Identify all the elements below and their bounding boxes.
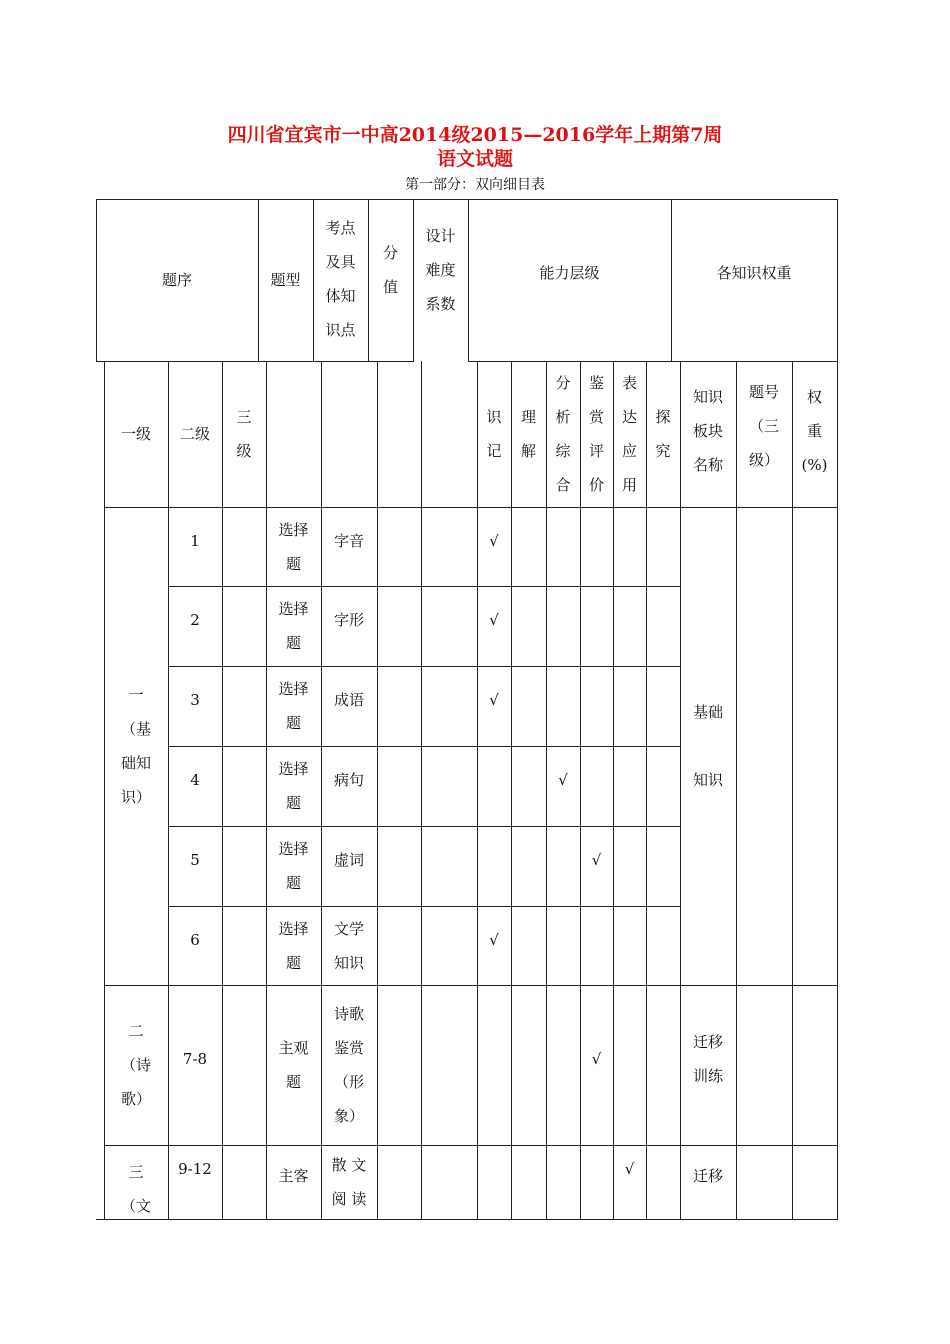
header-knowledge-weight: 各知识权重 [716, 264, 792, 282]
subheader-explore: 探 究 [655, 408, 671, 460]
section-heading: 第一部分：双向细目表 [405, 177, 545, 193]
header-question-type: 题型 [270, 271, 301, 289]
check-mark: √ [591, 1050, 602, 1068]
row-rule [168, 586, 681, 587]
knowledge-point: 散 文 阅 读 [331, 1156, 367, 1208]
check-mark: √ [489, 930, 499, 949]
question-number: 1 [190, 531, 200, 550]
question-type: 选择 题 [278, 840, 309, 892]
table-rule [377, 361, 378, 1220]
question-number: 9-12 [178, 1160, 212, 1178]
question-type: 选择 题 [278, 600, 309, 652]
subheader-express: 表 达 应 用 [621, 374, 637, 494]
table-rule [421, 361, 422, 1220]
knowledge-point: 病句 [333, 771, 364, 789]
check-mark: √ [489, 531, 499, 550]
document-title: 四川省宜宾市一中高2014级2015—2016学年上期第7周 [227, 124, 723, 146]
question-type: 主客 [278, 1167, 309, 1185]
header-question-order: 题序 [161, 271, 192, 289]
row-rule [168, 746, 681, 747]
question-number: 7-8 [182, 1050, 208, 1068]
header-score: 分 值 [382, 244, 398, 296]
question-number: 2 [190, 611, 200, 629]
question-type: 选择 题 [278, 919, 309, 972]
subheader-level3: 三 级 [236, 408, 252, 460]
question-type: 选择 题 [278, 680, 309, 732]
question-number: 5 [190, 851, 200, 869]
knowledge-point: 文学 知识 [333, 919, 364, 972]
section-basic-knowledge: 一 （基 础知 识） [120, 686, 151, 806]
subheader-analyze: 分 析 综 合 [555, 374, 571, 494]
knowledge-point: 成语 [333, 691, 364, 709]
row-rule [168, 666, 681, 667]
subheader-block-name: 知识 板块 名称 [692, 388, 723, 474]
subheader-question-number: 题号 （三 级） [748, 383, 779, 469]
subheader-level1: 一级 [120, 425, 151, 443]
header-knowledge-point: 考点 及具 体知 识点 [325, 219, 356, 339]
subheader-recall: 识 记 [486, 408, 502, 460]
check-mark: √ [489, 691, 499, 709]
block-transfer-training: 迁移 训练 [692, 1033, 723, 1085]
question-number: 4 [190, 771, 200, 789]
knowledge-point: 字形 [333, 611, 364, 629]
section-rule [104, 1219, 838, 1220]
question-type: 主观 题 [278, 1039, 309, 1091]
knowledge-point: 诗歌 鉴赏 （形 象） [333, 1005, 364, 1125]
question-number: 6 [190, 930, 200, 949]
header-ability-level: 能力层级 [539, 264, 600, 282]
document-subject: 语文试题 [436, 148, 513, 170]
table-rule [96, 1219, 105, 1220]
row-rule [168, 906, 681, 907]
check-mark: √ [558, 771, 568, 789]
subheader-weight-percent: 权 重 (%) [801, 388, 828, 474]
header-difficulty: 设计 难度 系数 [425, 227, 456, 313]
subheader-understand: 理 解 [520, 408, 536, 460]
check-mark: √ [624, 1160, 635, 1178]
section-poetry: 二 （诗 歌） [120, 1022, 151, 1108]
section-prose: 三 （文 [120, 1163, 151, 1215]
subheader-appreciate: 鉴 赏 评 价 [588, 374, 604, 494]
knowledge-point: 虚词 [333, 851, 364, 869]
check-mark: √ [591, 851, 602, 869]
table-rule [837, 199, 838, 362]
knowledge-point: 字音 [333, 531, 364, 550]
table-rule [837, 361, 838, 1220]
block-basic-knowledge: 基础 知识 [692, 703, 723, 789]
check-mark: √ [489, 611, 499, 629]
table-rule [736, 361, 737, 1220]
subheader-level2: 二级 [179, 425, 210, 443]
block-transfer: 迁移 [692, 1167, 723, 1185]
question-type: 选择 题 [278, 760, 309, 812]
question-type: 选择 题 [278, 520, 309, 573]
question-number: 3 [190, 691, 200, 709]
